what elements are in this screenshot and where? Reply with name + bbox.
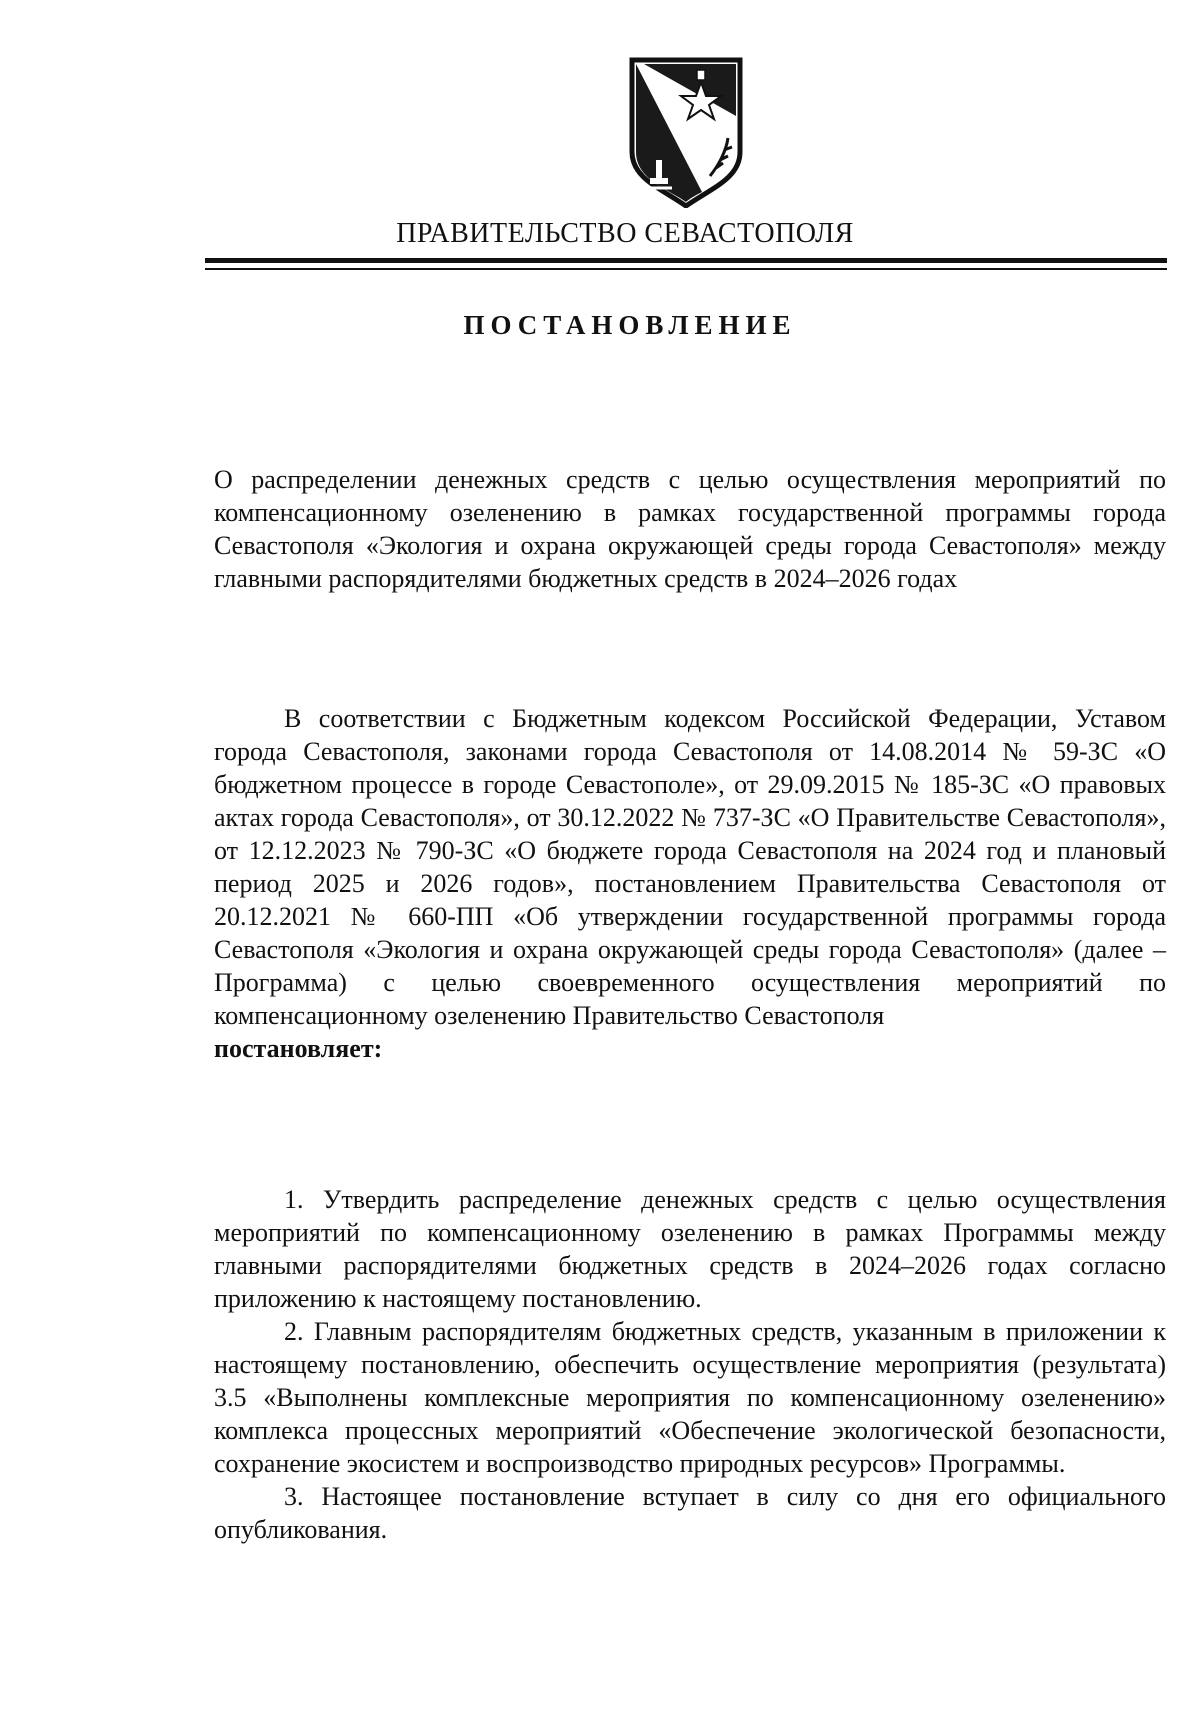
resolution-items [214,1183,1166,1546]
header-rule-thick [205,258,1167,263]
resolution-item-1: 1. Утвердить распределение денежных средств с целью осуществления мероприятий по компенсационному озеленению в рамках Программы между главными распорядителями бюджетных средств в 2024–2026 годах согласно приложению к настоящему постановлению. [214,1185,1166,1313]
header-rule-thin [205,268,1167,270]
preamble-paragraph [214,702,1166,1065]
resolution-item-2: 2. Главным распорядителям бюджетных средств, указанным в приложении к настоящему постановлению, обеспечить осуществление мероприятия (результата) 3.5 «Выполнены комплексные мероприятия по компенсационному озеленению» комплекса процессных мероприятий «Обеспечение экологической безопасности, сохранение экосистем и воспроизводство природных ресурсов» Программы. [214,1317,1166,1478]
resolves-keyword: постановляет: [214,1034,383,1063]
organization-name: ПРАВИТЕЛЬСТВО СЕВАСТОПОЛЯ [396,218,854,249]
document-type-title: ПОСТАНОВЛЕНИЕ [463,310,797,340]
resolution-item-3: 3. Настоящее постановление вступает в силу со дня его официального опубликования. [214,1482,1166,1544]
sevastopol-coat-of-arms-icon [626,56,746,208]
preamble-text: В соответствии с Бюджетным кодексом Российской Федерации, Уставом города Севастополя, законами города Севастополя от 14.08.2014 № 59-ЗС «О бюджетном процессе в городе Севастополе», от 29.09.2015 № 185-ЗС «О правовых актах города Севастополя», от 30.12.2022 № 737-ЗС «О Правительстве Севастополя», от 12.12.2023 № 790-ЗС «О бюджете города Севастополя на 2024 год и плановый период 2025 и 2026 годов», постановлением Правительства Севастополя от 20.12.2021 № 660-ПП «Об утверждении государственной программы города Севастополя «Экология и охрана окружающей среды города Севастополя» (далее – Программа) с целью своевременного осуществления мероприятий по компенсационному озеленению Правительство Севастополя [214,704,1166,1030]
preamble [214,702,1166,1065]
document-subject: О распределении денежных средств с целью осуществления мероприятий по компенсационному озеленению в рамках государственной программы города Севастополя «Экология и охрана окружающей среды города Севастополя» между главными распорядителями бюджетных средств в 2024–2026 годах [214,465,1166,593]
